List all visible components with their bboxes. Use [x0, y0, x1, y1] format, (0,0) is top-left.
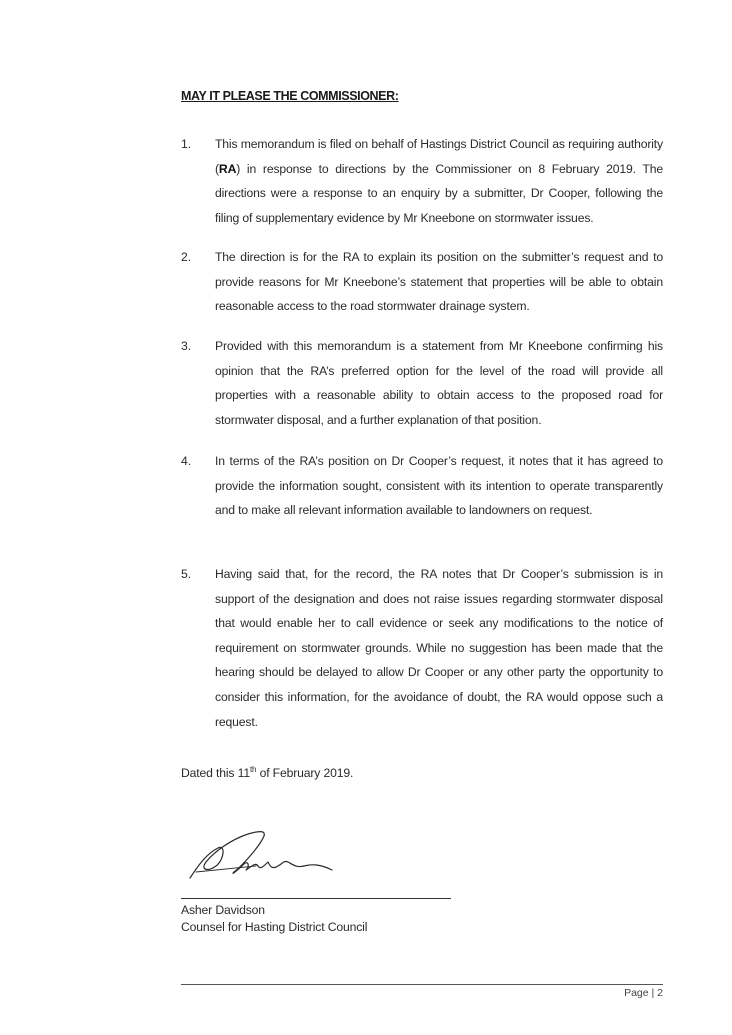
signer-block	[181, 902, 367, 936]
footer-divider	[181, 984, 663, 985]
paragraph-text: The direction is for the RA to explain its position on the submitter’s request and to provide reasons for Mr Kneebone’s statement that properties will be able to obtain reasonable access to the road stormwater drainage system.	[215, 250, 663, 314]
paragraph-5	[181, 562, 663, 734]
signature-line	[181, 898, 451, 899]
paragraph-number: 2.	[181, 250, 192, 264]
paragraph-number: 3.	[181, 339, 192, 353]
page-heading: MAY IT PLEASE THE COMMISSIONER:	[181, 89, 399, 103]
bold-abbreviation: RA	[218, 161, 237, 176]
signer-name: Asher Davidson	[181, 903, 265, 917]
paragraph-2	[181, 245, 663, 319]
paragraph-1	[181, 132, 663, 230]
paragraph-3	[181, 334, 663, 432]
paragraph-text: This memorandum is filed on behalf of Hastings District Council as requiring authority (RA) in response to directions by the Commissioner on 8 February 2019. The directions were a response to an enquiry by a submitter, Dr Cooper, following the filing of supplementary evidence by Mr Kneebone on stormwater issues.	[215, 137, 663, 225]
signer-role: Counsel for Hasting District Council	[181, 920, 368, 934]
paragraph-text: In terms of the RA’s position on Dr Cooper’s request, it notes that it has agreed to provide the information sought, consistent with its intention to operate transparently and to make all relevant information available to landowners on request.	[215, 454, 663, 518]
paragraph-text: Provided with this memorandum is a statement from Mr Kneebone confirming his opinion that the RA’s preferred option for the level of the road will provide all properties with a reasonable ability to obtain access to the proposed road for stormwater disposal, and a further explanation of that position.	[215, 339, 663, 427]
paragraph-4	[181, 449, 663, 523]
paragraph-number: 1.	[181, 137, 192, 151]
paragraph-number: 5.	[181, 567, 192, 581]
paragraph-text: Having said that, for the record, the RA notes that Dr Cooper’s submission is in support of the designation and does not raise issues regarding stormwater disposal that would enable her to call evidence or seek any modifications to the notice of requirement on stormwater grounds. While no suggestion has been made that the hearing should be delayed to allow Dr Cooper or any other party the opportunity to consider this information, for the avoidance of doubt, the RA would oppose such a request.	[215, 567, 663, 729]
page-number: Page | 2	[624, 987, 663, 999]
handwritten-signature	[186, 826, 346, 886]
paragraph-number: 4.	[181, 454, 192, 468]
date-line: Dated this 11th of February 2019.	[181, 765, 354, 781]
